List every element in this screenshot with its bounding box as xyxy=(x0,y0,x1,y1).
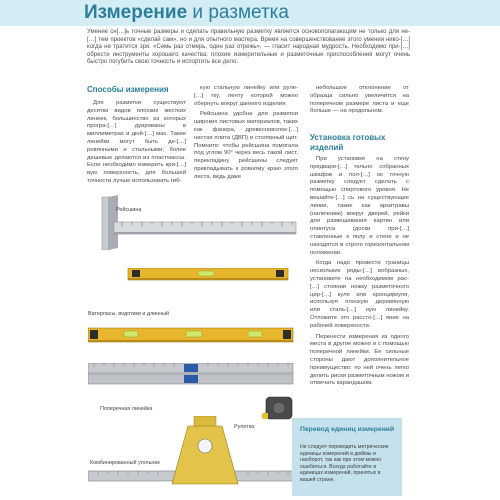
page-title xyxy=(84,1,289,25)
units-sidebar xyxy=(292,418,402,496)
steel-rule-caption: Поперечная линейка xyxy=(100,406,153,412)
page-title-rest: и разметка xyxy=(187,2,289,23)
column-1-paragraph: Для разметки существуют десятки видов плоских жестких линеек, большинство из которых програ-[…] дуированы в миллиметрах и дюй-[…] мах. Такие линейки могут быть де-[…] ревянными и стальными; более дешевые делаются из пластмассы. Если необходимо измерить кри-[…] вую поверхность, для большей точности лучше использовать гиб- xyxy=(87,100,186,184)
column-2-text xyxy=(194,85,298,185)
section-heading-installation: Установка готовых изделий xyxy=(310,133,386,152)
intro-paragraph: Умение сн[…]ь точные размеры и сделать правильную разметку является основополагающим не только для не-[…] тем проектов «сделай сам», но и для опытного мастера. Время на совершенствование этого умения нико-[…] когда не тратится зря. «Семь раз отмерь, один раз отрежь», — гласит народная мудрость. Необходимо при-[…] обрести инструменты хорошего качества: плохие измерительные и разметочные приспособления могут очень быстро погубить свою точность и испортить все дело. xyxy=(87,29,410,65)
combination-square-caption: Комбинированный угольник xyxy=(90,460,160,466)
sidebar-title: Перевод единиц измерений xyxy=(300,426,395,433)
steel-rulers-photo xyxy=(88,363,298,385)
spirit-levels-caption: Ватерпасы, водотики и длинный xyxy=(88,311,170,317)
column-1-text xyxy=(87,100,186,189)
tape-measure-caption: Рулетка xyxy=(234,424,255,430)
column-3-paragraph: небольшое отклонение от образца сильно увеличится на поперечном размере листа и еще больше — на продольном. xyxy=(310,85,409,115)
t-square-photo xyxy=(88,195,298,250)
sidebar-text: Не следует переводить метрические единицы измерений в дюймы и наоборот, так как при этом можно ошибиться. Всегда работайте в единицах измерений, принятых в вашей стране. xyxy=(300,444,389,483)
column-2-paragraph: Рейсшина удобна для разметки широких листовых материалов, таких как фанера, древесноволок-[…] нистая плита (ДВП) и столярный щит. Помните: чтобы рейсшина помогала под углом 90° через весь такой лист, перекладину рейсшины следует прикладывать к ровному краю этого листа, ведь даже xyxy=(194,111,298,180)
column-3-intro-text xyxy=(310,85,409,119)
column-3-paragraph: При установке на стену предвари-[…] тельно собранных шкафов и пол-[…] ок точную разметку следует сделать с помощью спиртового уровня. Не вешайте-[…] сь на существующие линии, такие как архитравы (наличники) вокруг дверей, рейки для развешивания картин или плинтуса (доски при-[…] ставленные к полу и стене и не находятся в строго горизонтальном положении. xyxy=(310,156,409,256)
page-title-bold: Измерение xyxy=(84,2,188,23)
column-3-paragraph: Когда надо провести границы нескольких ряды-[…] вобразных, установите на необходимом рас-[…] стоянии ножку разметочного цир-[…] куля или кронциркуля, используя плоскую деревянную или сталь-[…] ную линейку. Отложите это рассто-[…] яние на рабочей поверхности. xyxy=(310,260,409,329)
combination-square-photo xyxy=(88,416,298,496)
column-3-paragraph: Перенести измерения из одного места в другое можно и с помощью поперечной линейки. Ее сильные стороны дают дополнительное преимущество: по ней очень легко делить риски разметочным ножом и отмечать карандашом. xyxy=(310,333,409,387)
t-square-caption: Рейсшина xyxy=(116,207,142,213)
column-3-text xyxy=(310,156,409,391)
column-2-paragraph: кую стальную линейку или руле-[…] тку, ленту которой можно обернуть вокруг данного изделия. xyxy=(194,85,298,107)
section-heading-measuring: Способы измерения xyxy=(87,85,169,94)
